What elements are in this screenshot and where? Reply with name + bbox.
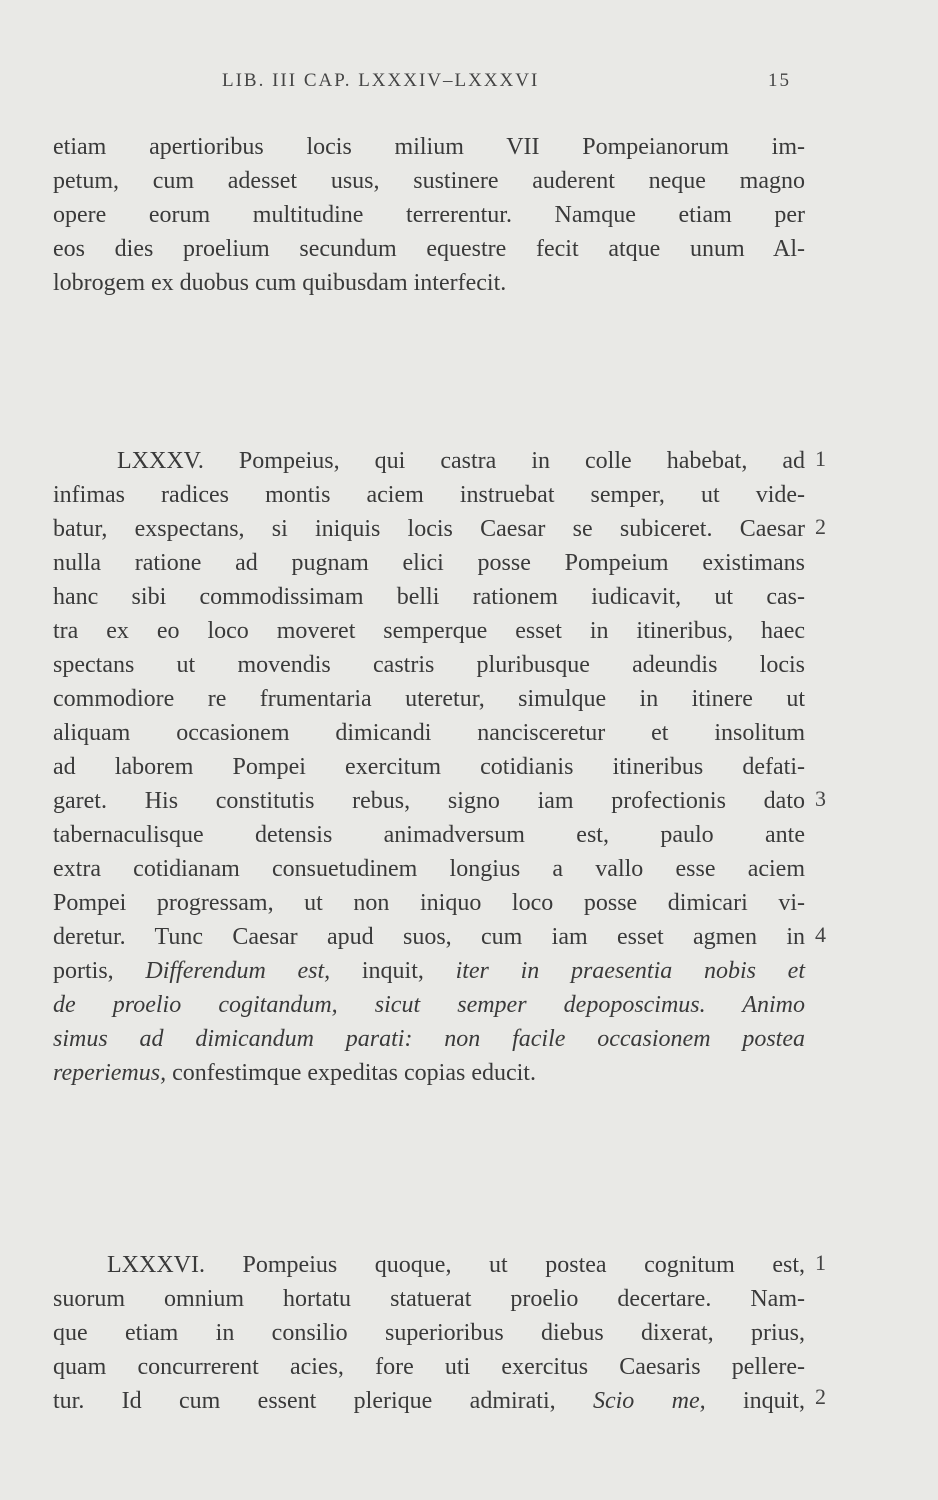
text-line-with-quote bbox=[53, 1056, 805, 1090]
chapter-opening-line: LXXXV. Pompeius, qui castra in colle habebat, ad bbox=[117, 448, 805, 474]
text-line-with-quote bbox=[53, 954, 805, 988]
text-line: nulla ratione ad pugnam elici posse Pompeium existimans bbox=[53, 550, 805, 576]
text-line: tabernaculisque detensis animadversum est, paulo ante bbox=[53, 822, 805, 848]
text-segment: tur. Id cum essent plerique admirati, bbox=[53, 1388, 593, 1414]
page-header bbox=[0, 70, 938, 100]
quoted-speech: iter in praesentia nobis et bbox=[455, 958, 805, 984]
text-segment: portis, bbox=[53, 958, 146, 984]
page-number: 15 bbox=[768, 70, 791, 91]
chapter-86 bbox=[53, 1248, 805, 1418]
text-line: spectans ut movendis castris pluribusque adeundis locis bbox=[53, 652, 805, 678]
quoted-speech: reperiemus, bbox=[53, 1060, 167, 1086]
text-line: lobrogem ex duobus cum quibusdam interfecit. bbox=[53, 270, 507, 296]
text-segment: inquit, bbox=[705, 1388, 805, 1414]
chapter-opening-line: LXXXVI. Pompeius quoque, ut postea cognitum est, bbox=[107, 1252, 805, 1278]
text-line: que etiam in consilio superioribus diebus dixerat, prius, bbox=[53, 1320, 805, 1346]
running-title: LIB. III CAP. LXXXIV–LXXXVI bbox=[222, 70, 540, 91]
section-number: 2 bbox=[815, 1384, 826, 1409]
section-number: 1 bbox=[815, 1250, 826, 1275]
text-line-with-quote bbox=[53, 1384, 805, 1418]
text-line: suorum omnium hortatu statuerat proelio decertare. Nam- bbox=[53, 1286, 805, 1312]
quoted-speech-line bbox=[53, 988, 805, 1022]
text-segment: confestimque expeditas copias educit. bbox=[166, 1060, 536, 1086]
quoted-speech: Differendum est, bbox=[145, 958, 331, 984]
paragraph-continuation bbox=[53, 130, 805, 300]
text-line: eos dies proelium secundum equestre fecit atque unum Al- bbox=[53, 236, 805, 262]
text-line: garet. His constitutis rebus, signo iam profectionis dato bbox=[53, 788, 805, 814]
text-segment: inquit, bbox=[330, 958, 456, 984]
text-line: Pompei progressam, ut non iniquo loco posse dimicari vi- bbox=[53, 890, 805, 916]
text-line: tra ex eo loco moveret semperque esset in itineribus, haec bbox=[53, 618, 805, 644]
text-line: infimas radices montis aciem instruebat semper, ut vide- bbox=[53, 482, 805, 508]
text-line: opere eorum multitudine terrerentur. Namque etiam per bbox=[53, 202, 805, 228]
text-line: quam concurrerent acies, fore uti exercitus Caesaris pellere- bbox=[53, 1354, 805, 1380]
text-line: extra cotidianam consuetudinem longius a vallo esse aciem bbox=[53, 856, 805, 882]
section-number: 1 bbox=[815, 446, 826, 471]
text-line: batur, exspectans, si iniquis locis Caesar se subiceret. Caesar bbox=[53, 516, 805, 542]
quoted-speech: de proelio cogitandum, sicut semper depoposcimus. Animo bbox=[53, 992, 805, 1018]
quoted-speech: Scio me, bbox=[592, 1388, 706, 1414]
section-number: 3 bbox=[815, 786, 826, 811]
text-line: hanc sibi commodissimam belli rationem iudicavit, ut cas- bbox=[53, 584, 805, 610]
section-number: 2 bbox=[815, 514, 826, 539]
text-line: commodiore re frumentaria uteretur, simulque in itinere ut bbox=[53, 686, 805, 712]
chapter-85 bbox=[53, 444, 805, 1090]
text-line: etiam apertioribus locis milium VII Pompeianorum im- bbox=[53, 134, 805, 160]
text-line: petum, cum adesset usus, sustinere auderent neque magno bbox=[53, 168, 805, 194]
quoted-speech-line bbox=[53, 1022, 805, 1056]
quoted-speech: simus ad dimicandum parati: non facile occasionem postea bbox=[53, 1026, 805, 1052]
text-line: aliquam occasionem dimicandi nancisceretur et insolitum bbox=[53, 720, 805, 746]
section-number: 4 bbox=[815, 922, 826, 947]
text-line: ad laborem Pompei exercitum cotidianis itineribus defati- bbox=[53, 754, 805, 780]
text-line: deretur. Tunc Caesar apud suos, cum iam esset agmen in bbox=[53, 924, 805, 950]
